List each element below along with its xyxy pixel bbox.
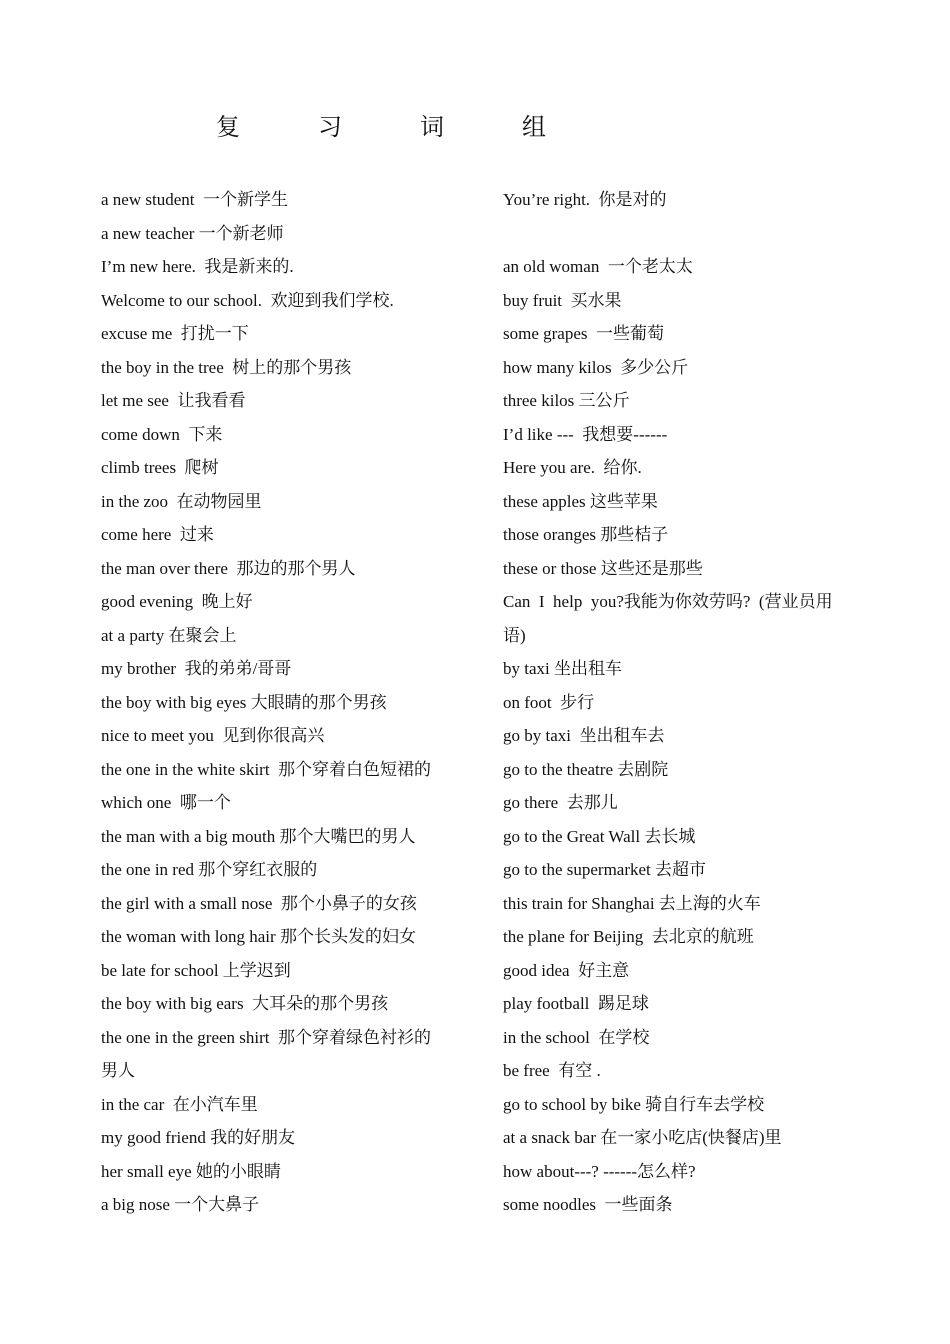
- phrase-line: the one in red 那个穿红衣服的: [101, 860, 318, 879]
- phrase-line: buy fruit 买水果: [503, 290, 622, 310]
- phrase-line: be free 有空 .: [503, 1061, 601, 1080]
- phrase-line: go to school by bike 骑自行车去学校: [503, 1094, 765, 1114]
- blank-line: [503, 217, 883, 251]
- phrase-line: 语): [503, 625, 526, 645]
- phrase-line: go to the supermarket 去超市: [503, 860, 707, 879]
- phrase-line: in the car 在小汽车里: [101, 1094, 258, 1114]
- phrase-line: a new student 一个新学生: [101, 190, 288, 209]
- phrase-line: the boy with big eyes 大眼睛的那个男孩: [101, 692, 387, 712]
- phrase-line: how about---? ------怎么样?: [503, 1161, 696, 1181]
- phrase-line: the woman with long hair 那个长头发的妇女: [101, 927, 416, 946]
- phrase-line: the girl with a small nose 那个小鼻子的女孩: [101, 893, 417, 913]
- phrase-line: by taxi 坐出租车: [503, 659, 622, 678]
- phrase-line: the plane for Beijing 去北京的航班: [503, 927, 754, 946]
- phrase-line: Can I help you?我能为你效劳吗? (营业员用: [503, 592, 833, 611]
- phrase-line: the man over there 那边的那个男人: [101, 558, 356, 578]
- phrase-line: I’d like --- 我想要------: [503, 424, 668, 444]
- phrase-line: on foot 步行: [503, 692, 595, 712]
- phrase-line: which one 哪一个: [101, 793, 231, 812]
- phrase-line: an old woman 一个老太太: [503, 257, 693, 276]
- phrase-line: her small eye 她的小眼睛: [101, 1161, 281, 1181]
- phrase-line: at a party 在聚会上: [101, 625, 237, 645]
- phrase-line: some grapes 一些葡萄: [503, 324, 665, 343]
- phrase-line: let me see 让我看看: [101, 391, 246, 410]
- phrase-line: go to the Great Wall 去长城: [503, 826, 696, 846]
- phrase-line: the boy in the tree 树上的那个男孩: [101, 357, 352, 377]
- phrase-line: Here you are. 给你.: [503, 458, 642, 477]
- phrase-line: these apples 这些苹果: [503, 491, 658, 511]
- phrase-line: these or those 这些还是那些: [503, 558, 703, 578]
- page-title: 复 习 词 组: [216, 115, 582, 141]
- phrase-line: a big nose 一个大鼻子: [101, 1195, 260, 1214]
- phrase-line: excuse me 打扰一下: [101, 324, 249, 343]
- phrase-line: come here 过来: [101, 525, 214, 544]
- phrase-line: my good friend 我的好朋友: [101, 1128, 296, 1147]
- phrase-line: good idea 好主意: [503, 960, 630, 980]
- phrase-line: 男人: [101, 1061, 135, 1080]
- phrase-line: go by taxi 坐出租车去: [503, 726, 665, 745]
- phrase-line: in the zoo 在动物园里: [101, 491, 262, 511]
- phrase-line: go there 去那儿: [503, 793, 618, 812]
- phrase-line: in the school 在学校: [503, 1027, 650, 1047]
- phrase-line: three kilos 三公斤: [503, 391, 630, 410]
- phrase-line: at a snack bar 在一家小吃店(快餐店)里: [503, 1128, 782, 1147]
- left-phrase-column: [101, 183, 483, 1222]
- phrase-line: the man with a big mouth 那个大嘴巴的男人: [101, 826, 416, 846]
- phrase-line: my brother 我的弟弟/哥哥: [101, 659, 292, 678]
- phrase-line: come down 下来: [101, 424, 223, 444]
- phrase-line: the boy with big ears 大耳朵的那个男孩: [101, 994, 389, 1013]
- phrase-line: the one in the white skirt 那个穿着白色短裙的: [101, 759, 432, 779]
- phrase-line: how many kilos 多少公斤: [503, 357, 689, 377]
- phrase-line: I’m new here. 我是新来的.: [101, 257, 294, 276]
- phrase-line: climb trees 爬树: [101, 458, 219, 477]
- phrase-line: a new teacher 一个新老师: [101, 223, 284, 243]
- phrase-line: those oranges 那些桔子: [503, 525, 669, 544]
- right-phrase-column: [503, 183, 883, 1222]
- phrase-line: nice to meet you 见到你很高兴: [101, 726, 325, 745]
- phrase-line: You’re right. 你是对的: [503, 190, 667, 209]
- phrase-line: Welcome to our school. 欢迎到我们学校.: [101, 290, 394, 310]
- phrase-line: good evening 晚上好: [101, 592, 253, 611]
- phrase-line: this train for Shanghai 去上海的火车: [503, 893, 761, 913]
- phrase-line: play football 踢足球: [503, 994, 649, 1013]
- phrase-line: go to the theatre 去剧院: [503, 759, 669, 779]
- phrase-line: the one in the green shirt 那个穿着绿色衬衫的: [101, 1027, 432, 1047]
- phrase-line: be late for school 上学迟到: [101, 960, 291, 980]
- phrase-line: some noodles 一些面条: [503, 1195, 673, 1214]
